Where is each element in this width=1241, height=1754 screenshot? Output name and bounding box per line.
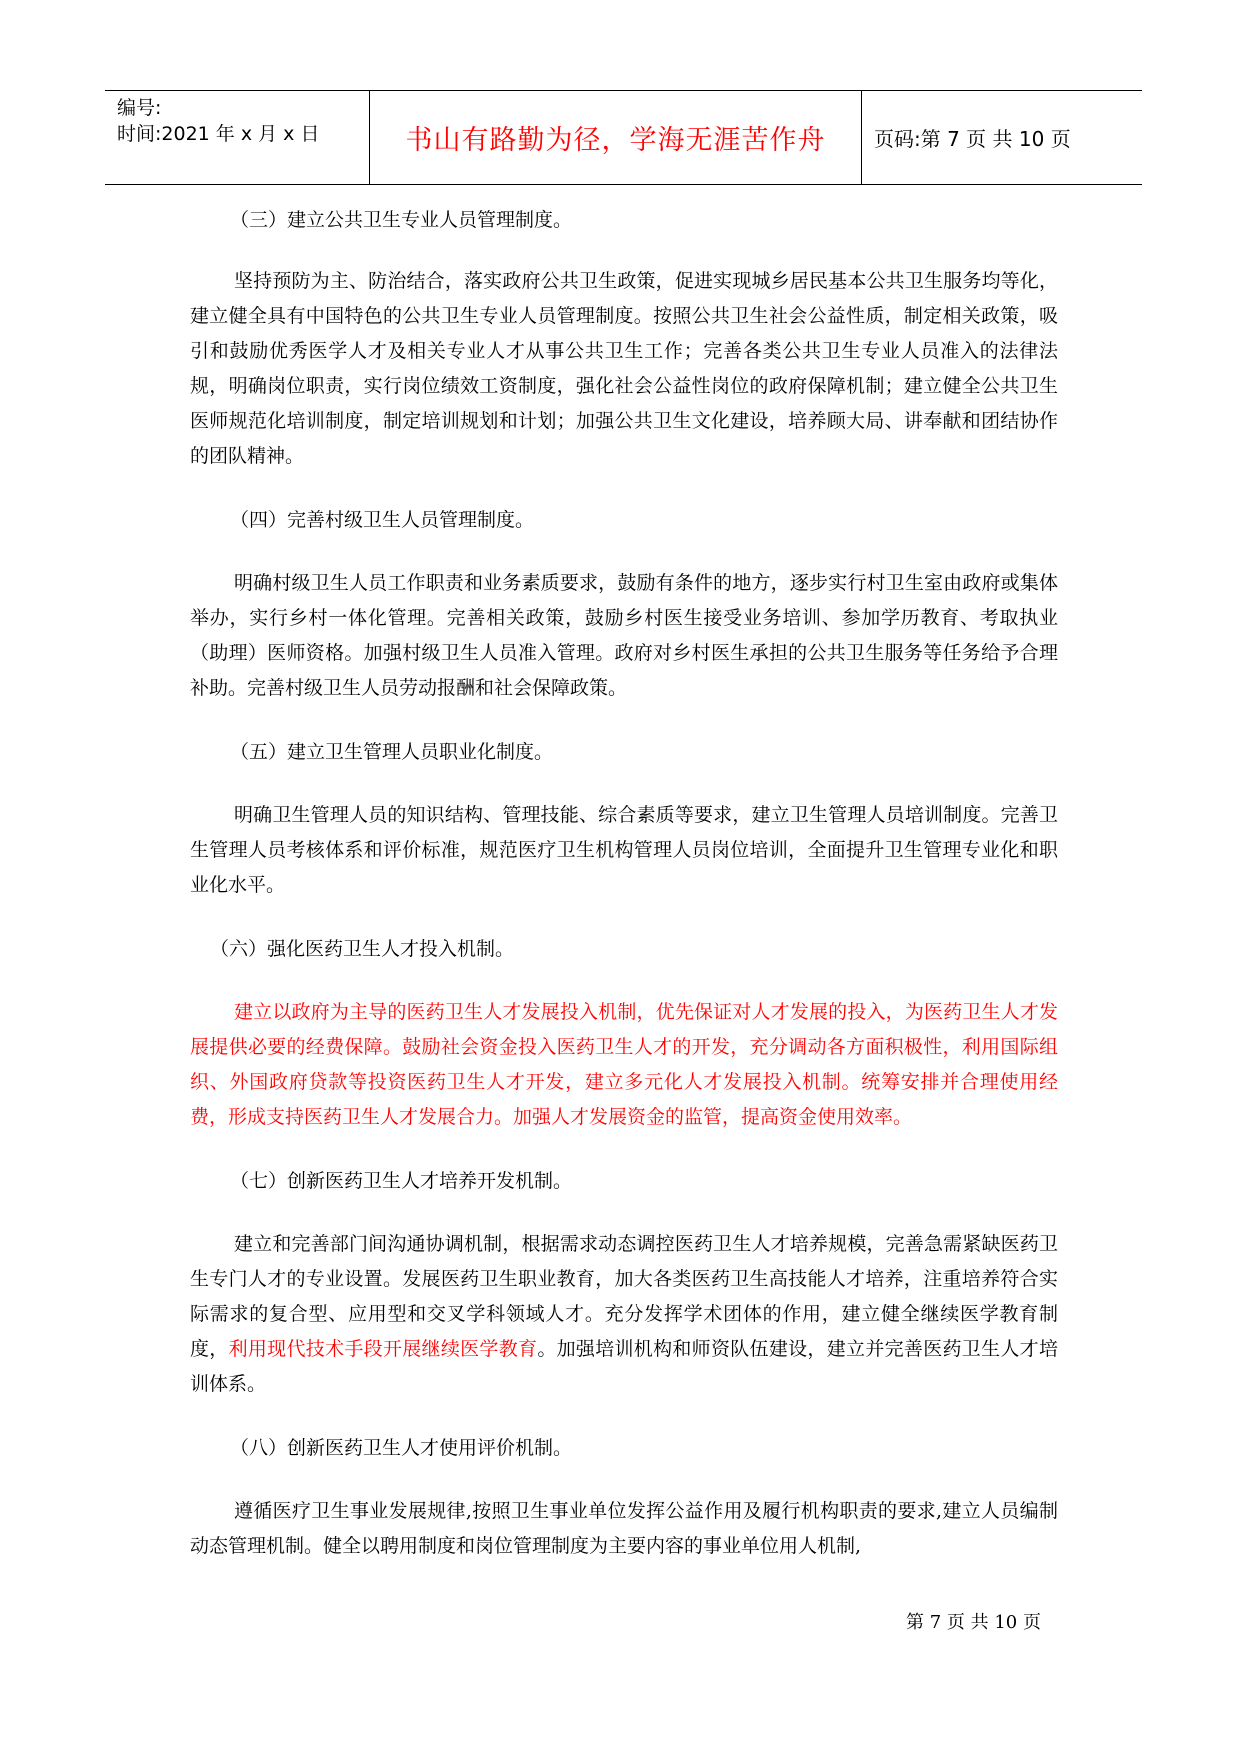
page-info: 页码:第 7 页 共 10 页 <box>874 127 1071 151</box>
section-heading: （六）强化医药卫生人才投入机制。 <box>210 938 515 960</box>
number-label: 编号: <box>117 97 162 119</box>
section-paragraph: 坚持预防为主、防治结合，落实政府公共卫生政策，促进实现城乡居民基本公共卫生服务均等化，建立健全具有中国特色的公共卫生专业人员管理制度。按照公共卫生社会公益性质，制定相关政策，吸引和鼓励优秀医学人才及相关专业人才从事公共卫生工作；完善各类公共卫生专业人员准入的法律法规，明确岗位职责，实行岗位绩效工资制度，强化社会公益性岗位的政府保障机制；建立健全公共卫生医师规范化培训制度，制定培训规划和计划；加强公共卫生文化建设，培养顾大局、讲奉献和团结协作的团队精神。 <box>190 270 1058 467</box>
motto-text: 书山有路勤为径，学海无涯苦作舟 <box>405 125 826 156</box>
page-header <box>105 90 1142 185</box>
section-heading: （八）创新医药卫生人才使用评价机制。 <box>230 1437 573 1459</box>
section-paragraph-highlighted: 建立以政府为主导的医药卫生人才发展投入机制，优先保证对人才发展的投入，为医药卫生人才发展提供必要的经费保障。鼓励社会资金投入医药卫生人才的开发，充分调动各方面积极性，利用国际组织、外国政府贷款等投资医药卫生人才开发，建立多元化人才发展投入机制。统筹安排并合理使用经费，形成支持医药卫生人才发展合力。加强人才发展资金的监管，提高资金使用效率。 <box>190 1001 1058 1128</box>
highlighted-phrase: 利用现代技术手段开展继续医学教育 <box>228 1338 538 1360</box>
section-paragraph: 明确村级卫生人员工作职责和业务素质要求，鼓励有条件的地方，逐步实行村卫生室由政府或集体举办，实行乡村一体化管理。完善相关政策，鼓励乡村医生接受业务培训、参加学历教育、考取执业（助理）医师资格。加强村级卫生人员准入管理。政府对乡村医生承担的公共卫生服务等任务给予合理补助。完善村级卫生人员劳动报酬和社会保障政策。 <box>190 572 1058 699</box>
section-heading: （五）建立卫生管理人员职业化制度。 <box>230 741 554 763</box>
section-heading: （七）创新医药卫生人才培养开发机制。 <box>230 1170 573 1192</box>
header-page-cell <box>862 91 1142 184</box>
section-heading: （四）完善村级卫生人员管理制度。 <box>230 509 535 531</box>
paragraph-text: 。加强培训机构和师资队伍建设，建立并完善医药卫生人才培训体系。 <box>190 1338 1058 1395</box>
header-motto-cell <box>370 91 862 184</box>
document-body <box>190 206 1058 1564</box>
section-heading: （三）建立公共卫生专业人员管理制度。 <box>230 209 573 231</box>
section-paragraph: 遵循医疗卫生事业发展规律,按照卫生事业单位发挥公益作用及履行机构职责的要求,建立人员编制动态管理机制。健全以聘用制度和岗位管理制度为主要内容的事业单位用人机制, <box>190 1500 1058 1557</box>
time-label: 时间:2021 年 x 月 x 日 <box>117 123 320 145</box>
section-paragraph <box>190 1227 1058 1402</box>
page-footer: 第 7 页 共 10 页 <box>906 1612 1041 1633</box>
paragraph-text: 建立和完善部门间沟通协调机制，根据需求动态调控医药卫生人才培养规模，完善急需紧缺医药卫生专门人才的专业设置。发展医药卫生职业教育，加大各类医药卫生高技能人才培养，注重培养符合实际需求的复合型、应用型和交叉学科领域人才。充分发挥学术团体的作用，建立健全继续医学教育制度， <box>190 1233 1058 1360</box>
header-meta-cell <box>105 91 370 184</box>
section-paragraph: 明确卫生管理人员的知识结构、管理技能、综合素质等要求，建立卫生管理人员培训制度。完善卫生管理人员考核体系和评价标准，规范医疗卫生机构管理人员岗位培训，全面提升卫生管理专业化和职业化水平。 <box>190 804 1058 896</box>
